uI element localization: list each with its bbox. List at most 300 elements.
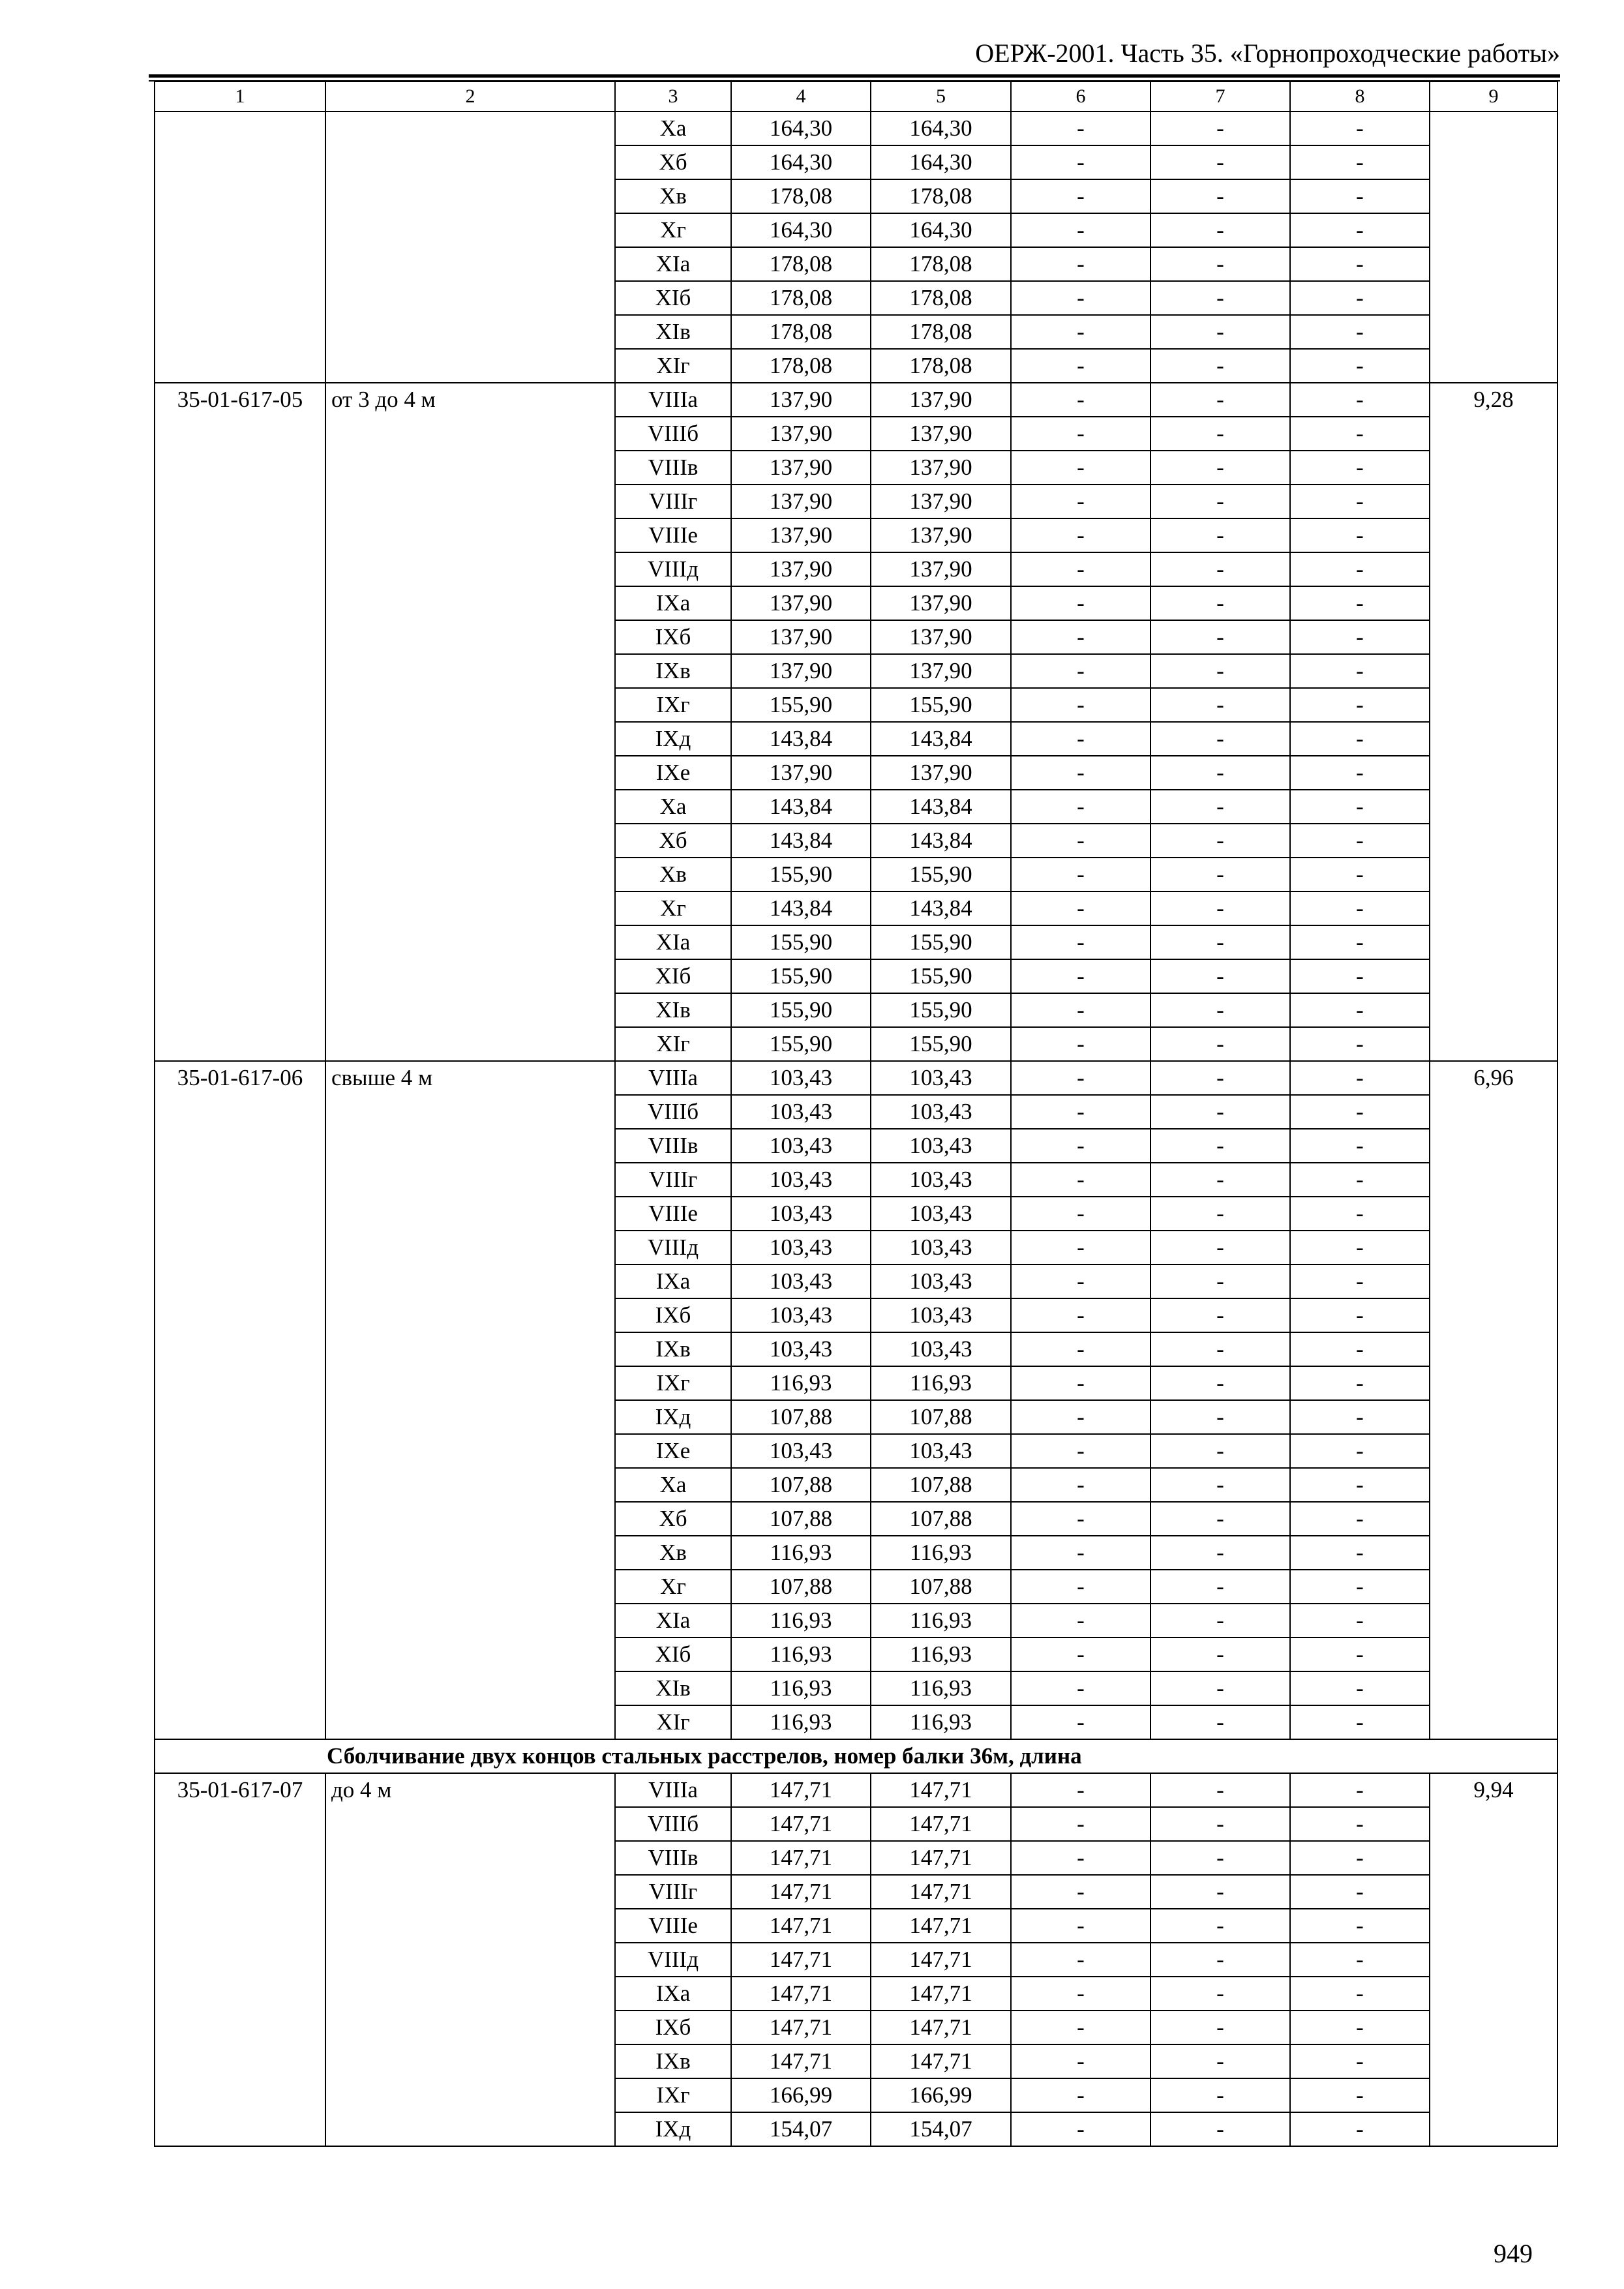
value-col-7: - <box>1150 417 1290 451</box>
value-col-6: - <box>1011 383 1150 417</box>
value-col-5: 155,90 <box>871 1027 1011 1061</box>
value-col-8: - <box>1290 620 1430 654</box>
rock-category: Ха <box>615 1468 731 1502</box>
rock-category: Хг <box>615 1570 731 1604</box>
value-col-4: 137,90 <box>731 417 871 451</box>
rock-category: ХIг <box>615 1705 731 1739</box>
rock-category: VIIIг <box>615 1875 731 1909</box>
value-col-6: - <box>1011 1231 1150 1264</box>
value-col-6: - <box>1011 993 1150 1027</box>
rock-category: VIIIб <box>615 1095 731 1129</box>
value-col-6: - <box>1011 1943 1150 1977</box>
column-number: 1 <box>155 82 325 112</box>
value-col-8: - <box>1290 790 1430 824</box>
value-col-7: - <box>1150 1536 1290 1570</box>
value-col-5: 143,84 <box>871 722 1011 756</box>
value-col-8: - <box>1290 281 1430 315</box>
value-col-6: - <box>1011 1129 1150 1163</box>
value-col-5: 137,90 <box>871 451 1011 485</box>
rock-category: VIIIд <box>615 552 731 586</box>
value-col-8: - <box>1290 1027 1430 1061</box>
value-col-5: 147,71 <box>871 1807 1011 1841</box>
value-col-7: - <box>1150 112 1290 145</box>
value-col-6: - <box>1011 1841 1150 1875</box>
value-col-5: 155,90 <box>871 959 1011 993</box>
value-col-4: 103,43 <box>731 1264 871 1298</box>
rock-category: VIIIа <box>615 383 731 417</box>
value-col-6: - <box>1011 790 1150 824</box>
value-col-4: 178,08 <box>731 315 871 349</box>
value-col-8: - <box>1290 1434 1430 1468</box>
value-col-5: 147,71 <box>871 1875 1011 1909</box>
value-col-4: 116,93 <box>731 1604 871 1638</box>
value-col-5: 155,90 <box>871 858 1011 891</box>
value-col-7: - <box>1150 1400 1290 1434</box>
value-col-4: 107,88 <box>731 1502 871 1536</box>
value-col-5: 143,84 <box>871 790 1011 824</box>
value-col-6: - <box>1011 1197 1150 1231</box>
value-col-6: - <box>1011 1977 1150 2011</box>
rock-category: IХд <box>615 1400 731 1434</box>
value-col-5: 137,90 <box>871 485 1011 518</box>
value-col-8: - <box>1290 722 1430 756</box>
rock-category: IХв <box>615 1332 731 1366</box>
value-col-7: - <box>1150 213 1290 247</box>
value-col-7: - <box>1150 1875 1290 1909</box>
value-col-7: - <box>1150 1366 1290 1400</box>
value-col-7: - <box>1150 1468 1290 1502</box>
value-col-6: - <box>1011 451 1150 485</box>
value-col-7: - <box>1150 2078 1290 2112</box>
column-number: 4 <box>731 82 871 112</box>
value-col-5: 147,71 <box>871 1841 1011 1875</box>
column-number: 7 <box>1150 82 1290 112</box>
value-col-6: - <box>1011 1027 1150 1061</box>
value-col-8: - <box>1290 1129 1430 1163</box>
value-col-7: - <box>1150 1909 1290 1943</box>
value-col-4: 116,93 <box>731 1366 871 1400</box>
value-col-5: 147,71 <box>871 2011 1011 2044</box>
value-col-8: - <box>1290 1536 1430 1570</box>
value-col-5: 103,43 <box>871 1231 1011 1264</box>
value-col-4: 155,90 <box>731 858 871 891</box>
value-col-6: - <box>1011 1875 1150 1909</box>
value-col-7: - <box>1150 2112 1290 2146</box>
value-col-6: - <box>1011 1366 1150 1400</box>
value-col-5: 137,90 <box>871 417 1011 451</box>
value-col-4: 147,71 <box>731 2044 871 2078</box>
value-col-4: 137,90 <box>731 586 871 620</box>
value-col-7: - <box>1150 1332 1290 1366</box>
value-col-4: 137,90 <box>731 552 871 586</box>
value-col-6: - <box>1011 1434 1150 1468</box>
value-col-6: - <box>1011 756 1150 790</box>
value-col-6: - <box>1011 417 1150 451</box>
value-col-8: - <box>1290 1061 1430 1095</box>
rock-category: IХв <box>615 654 731 688</box>
value-col-4: 137,90 <box>731 756 871 790</box>
value-col-8: - <box>1290 688 1430 722</box>
norm-code <box>155 112 325 383</box>
value-col-4: 143,84 <box>731 824 871 858</box>
value-col-8: - <box>1290 959 1430 993</box>
rock-category: ХIб <box>615 959 731 993</box>
value-col-5: 116,93 <box>871 1671 1011 1705</box>
rock-category: VIIIа <box>615 1773 731 1807</box>
value-col-5: 103,43 <box>871 1129 1011 1163</box>
value-col-4: 103,43 <box>731 1129 871 1163</box>
header-rule <box>149 74 1560 78</box>
value-col-6: - <box>1011 315 1150 349</box>
rock-category: ХIа <box>615 247 731 281</box>
value-col-4: 154,07 <box>731 2112 871 2146</box>
norm-code: 35-01-617-05 <box>155 383 325 1061</box>
value-col-5: 164,30 <box>871 213 1011 247</box>
rock-category: IХа <box>615 586 731 620</box>
value-col-7: - <box>1150 1705 1290 1739</box>
rock-category: IХг <box>615 1366 731 1400</box>
value-col-7: - <box>1150 145 1290 179</box>
rock-category: IХг <box>615 688 731 722</box>
value-col-5: 137,90 <box>871 383 1011 417</box>
value-col-5: 166,99 <box>871 2078 1011 2112</box>
value-col-6: - <box>1011 1604 1150 1638</box>
value-col-5: 107,88 <box>871 1502 1011 1536</box>
value-col-5: 137,90 <box>871 756 1011 790</box>
value-col-6: - <box>1011 858 1150 891</box>
section-title-row <box>155 1739 1557 1773</box>
value-col-4: 166,99 <box>731 2078 871 2112</box>
value-col-8: - <box>1290 586 1430 620</box>
value-col-6: - <box>1011 1163 1150 1197</box>
rock-category: Ха <box>615 790 731 824</box>
rock-category: ХIв <box>615 1671 731 1705</box>
value-col-8: - <box>1290 112 1430 145</box>
value-col-4: 103,43 <box>731 1163 871 1197</box>
value-col-7: - <box>1150 281 1290 315</box>
value-col-8: - <box>1290 1705 1430 1739</box>
value-col-5: 103,43 <box>871 1163 1011 1197</box>
value-col-5: 116,93 <box>871 1536 1011 1570</box>
value-col-6: - <box>1011 1536 1150 1570</box>
value-col-8: - <box>1290 1332 1430 1366</box>
column-number: 9 <box>1430 82 1557 112</box>
value-col-8: - <box>1290 213 1430 247</box>
value-col-6: - <box>1011 1298 1150 1332</box>
value-col-6: - <box>1011 145 1150 179</box>
value-col-8: - <box>1290 1875 1430 1909</box>
value-col-4: 103,43 <box>731 1197 871 1231</box>
value-col-8: - <box>1290 1095 1430 1129</box>
value-col-6: - <box>1011 1468 1150 1502</box>
value-col-4: 147,71 <box>731 2011 871 2044</box>
value-col-7: - <box>1150 824 1290 858</box>
value-col-7: - <box>1150 1807 1290 1841</box>
value-col-7: - <box>1150 1027 1290 1061</box>
value-col-4: 164,30 <box>731 112 871 145</box>
value-col-8: - <box>1290 552 1430 586</box>
value-col-5: 178,08 <box>871 315 1011 349</box>
value-col-7: - <box>1150 1434 1290 1468</box>
value-col-5: 116,93 <box>871 1366 1011 1400</box>
value-col-5: 116,93 <box>871 1705 1011 1739</box>
value-col-7: - <box>1150 891 1290 925</box>
norm-code: 35-01-617-06 <box>155 1061 325 1739</box>
value-col-7: - <box>1150 451 1290 485</box>
rock-category: VIIIе <box>615 1909 731 1943</box>
value-col-7: - <box>1150 858 1290 891</box>
value-col-6: - <box>1011 1807 1150 1841</box>
value-col-5: 155,90 <box>871 688 1011 722</box>
value-col-5: 103,43 <box>871 1197 1011 1231</box>
rock-category: ХIг <box>615 1027 731 1061</box>
value-col-6: - <box>1011 586 1150 620</box>
rock-category: VIIIа <box>615 1061 731 1095</box>
value-col-8: - <box>1290 1807 1430 1841</box>
rock-category: VIIIв <box>615 1129 731 1163</box>
value-col-8: - <box>1290 756 1430 790</box>
value-col-5: 103,43 <box>871 1434 1011 1468</box>
value-col-6: - <box>1011 552 1150 586</box>
value-col-8: - <box>1290 417 1430 451</box>
value-col-4: 155,90 <box>731 688 871 722</box>
value-col-6: - <box>1011 959 1150 993</box>
value-col-4: 143,84 <box>731 722 871 756</box>
value-col-6: - <box>1011 112 1150 145</box>
value-col-7: - <box>1150 2044 1290 2078</box>
rock-category: ХIг <box>615 349 731 383</box>
rock-category: VIIIб <box>615 1807 731 1841</box>
value-col-4: 147,71 <box>731 1875 871 1909</box>
rock-category: ХIб <box>615 1638 731 1671</box>
value-col-4: 103,43 <box>731 1231 871 1264</box>
value-col-4: 178,08 <box>731 179 871 213</box>
value-col-7: - <box>1150 1095 1290 1129</box>
value-col-5: 155,90 <box>871 925 1011 959</box>
value-col-6: - <box>1011 1909 1150 1943</box>
rock-category: VIIIе <box>615 1197 731 1231</box>
value-col-5: 147,71 <box>871 1909 1011 1943</box>
value-col-6: - <box>1011 1638 1150 1671</box>
value-col-4: 147,71 <box>731 1773 871 1807</box>
value-col-6: - <box>1011 1773 1150 1807</box>
value-col-6: - <box>1011 654 1150 688</box>
value-col-5: 107,88 <box>871 1570 1011 1604</box>
value-col-6: - <box>1011 518 1150 552</box>
value-col-6: - <box>1011 213 1150 247</box>
value-col-6: - <box>1011 485 1150 518</box>
value-col-4: 116,93 <box>731 1638 871 1671</box>
value-col-6: - <box>1011 1332 1150 1366</box>
rock-category: VIIIд <box>615 1943 731 1977</box>
value-col-4: 155,90 <box>731 925 871 959</box>
value-col-8: - <box>1290 1943 1430 1977</box>
column-number: 3 <box>615 82 731 112</box>
value-col-7: - <box>1150 1129 1290 1163</box>
value-col-5: 147,71 <box>871 2044 1011 2078</box>
value-col-4: 137,90 <box>731 383 871 417</box>
value-col-5: 137,90 <box>871 654 1011 688</box>
value-col-7: - <box>1150 1061 1290 1095</box>
value-col-4: 147,71 <box>731 1841 871 1875</box>
value-col-8: - <box>1290 2112 1430 2146</box>
value-col-5: 147,71 <box>871 1977 1011 2011</box>
value-col-5: 178,08 <box>871 281 1011 315</box>
value-col-8: - <box>1290 1977 1430 2011</box>
value-col-6: - <box>1011 2112 1150 2146</box>
value-col-5: 147,71 <box>871 1943 1011 1977</box>
value-col-9: 6,96 <box>1430 1061 1557 1739</box>
value-col-4: 116,93 <box>731 1671 871 1705</box>
column-number: 2 <box>325 82 615 112</box>
value-col-5: 137,90 <box>871 518 1011 552</box>
value-col-8: - <box>1290 654 1430 688</box>
page-number: 949 <box>1494 2239 1533 2268</box>
value-col-4: 107,88 <box>731 1468 871 1502</box>
value-col-5: 178,08 <box>871 349 1011 383</box>
value-col-8: - <box>1290 1909 1430 1943</box>
value-col-7: - <box>1150 518 1290 552</box>
value-col-7: - <box>1150 925 1290 959</box>
rock-category: Хб <box>615 145 731 179</box>
rock-category: IХа <box>615 1977 731 2011</box>
rock-category: Хг <box>615 891 731 925</box>
value-col-7: - <box>1150 247 1290 281</box>
value-col-7: - <box>1150 722 1290 756</box>
value-col-6: - <box>1011 1264 1150 1298</box>
table-row <box>155 112 1557 145</box>
value-col-6: - <box>1011 891 1150 925</box>
value-col-4: 137,90 <box>731 485 871 518</box>
value-col-8: - <box>1290 925 1430 959</box>
value-col-7: - <box>1150 1638 1290 1671</box>
value-col-5: 178,08 <box>871 179 1011 213</box>
value-col-7: - <box>1150 993 1290 1027</box>
value-col-8: - <box>1290 1841 1430 1875</box>
value-col-6: - <box>1011 1671 1150 1705</box>
value-col-4: 116,93 <box>731 1705 871 1739</box>
rock-category: ХIв <box>615 315 731 349</box>
value-col-9: 9,28 <box>1430 383 1557 1061</box>
value-col-9: 9,94 <box>1430 1773 1557 2146</box>
rock-category: VIIIб <box>615 417 731 451</box>
value-col-8: - <box>1290 315 1430 349</box>
value-col-7: - <box>1150 315 1290 349</box>
value-col-6: - <box>1011 247 1150 281</box>
value-col-5: 103,43 <box>871 1298 1011 1332</box>
value-col-4: 147,71 <box>731 1977 871 2011</box>
table-row <box>155 383 1557 417</box>
value-col-7: - <box>1150 654 1290 688</box>
value-col-5: 103,43 <box>871 1061 1011 1095</box>
value-col-5: 116,93 <box>871 1604 1011 1638</box>
value-col-4: 137,90 <box>731 518 871 552</box>
rock-category: VIIIд <box>615 1231 731 1264</box>
value-col-7: - <box>1150 1231 1290 1264</box>
rock-category: ХIа <box>615 925 731 959</box>
value-col-4: 147,71 <box>731 1943 871 1977</box>
table-row <box>155 1061 1557 1095</box>
value-col-4: 103,43 <box>731 1298 871 1332</box>
value-col-8: - <box>1290 518 1430 552</box>
value-col-6: - <box>1011 281 1150 315</box>
value-col-7: - <box>1150 1841 1290 1875</box>
value-col-6: - <box>1011 1061 1150 1095</box>
column-number-row <box>155 82 1557 112</box>
rock-category: VIIIв <box>615 451 731 485</box>
value-col-4: 143,84 <box>731 790 871 824</box>
value-col-8: - <box>1290 1638 1430 1671</box>
work-description: от 3 до 4 м <box>325 383 615 1061</box>
value-col-4: 107,88 <box>731 1570 871 1604</box>
rock-category: Ха <box>615 112 731 145</box>
value-col-7: - <box>1150 1604 1290 1638</box>
value-col-6: - <box>1011 1502 1150 1536</box>
value-col-4: 147,71 <box>731 1807 871 1841</box>
value-col-8: - <box>1290 383 1430 417</box>
value-col-5: 164,30 <box>871 145 1011 179</box>
value-col-5: 103,43 <box>871 1095 1011 1129</box>
price-table <box>154 81 1558 2147</box>
value-col-5: 143,84 <box>871 891 1011 925</box>
work-description <box>325 112 615 383</box>
value-col-7: - <box>1150 1197 1290 1231</box>
value-col-8: - <box>1290 179 1430 213</box>
rock-category: IХд <box>615 2112 731 2146</box>
value-col-5: 107,88 <box>871 1400 1011 1434</box>
value-col-6: - <box>1011 1095 1150 1129</box>
value-col-8: - <box>1290 1502 1430 1536</box>
value-col-8: - <box>1290 451 1430 485</box>
value-col-4: 137,90 <box>731 451 871 485</box>
value-col-7: - <box>1150 1943 1290 1977</box>
value-col-4: 155,90 <box>731 1027 871 1061</box>
value-col-5: 137,90 <box>871 620 1011 654</box>
value-col-8: - <box>1290 2044 1430 2078</box>
value-col-8: - <box>1290 1604 1430 1638</box>
value-col-8: - <box>1290 145 1430 179</box>
value-col-7: - <box>1150 1977 1290 2011</box>
column-number: 5 <box>871 82 1011 112</box>
value-col-7: - <box>1150 552 1290 586</box>
value-col-7: - <box>1150 620 1290 654</box>
value-col-6: - <box>1011 349 1150 383</box>
value-col-6: - <box>1011 722 1150 756</box>
value-col-8: - <box>1290 1400 1430 1434</box>
value-col-8: - <box>1290 1366 1430 1400</box>
value-col-8: - <box>1290 858 1430 891</box>
value-col-6: - <box>1011 1705 1150 1739</box>
rock-category: ХIб <box>615 281 731 315</box>
value-col-8: - <box>1290 1570 1430 1604</box>
value-col-5: 137,90 <box>871 552 1011 586</box>
value-col-7: - <box>1150 179 1290 213</box>
value-col-4: 103,43 <box>731 1434 871 1468</box>
value-col-8: - <box>1290 1163 1430 1197</box>
value-col-4: 137,90 <box>731 654 871 688</box>
value-col-4: 164,30 <box>731 213 871 247</box>
table-body <box>155 82 1557 2146</box>
value-col-6: - <box>1011 688 1150 722</box>
section-title: Сболчивание двух концов стальных расстрелов, номер балки 36м, длина <box>155 1739 1557 1773</box>
value-col-8: - <box>1290 2078 1430 2112</box>
value-col-7: - <box>1150 2011 1290 2044</box>
value-col-8: - <box>1290 1231 1430 1264</box>
value-col-5: 116,93 <box>871 1638 1011 1671</box>
value-col-8: - <box>1290 891 1430 925</box>
value-col-7: - <box>1150 1773 1290 1807</box>
value-col-4: 103,43 <box>731 1332 871 1366</box>
